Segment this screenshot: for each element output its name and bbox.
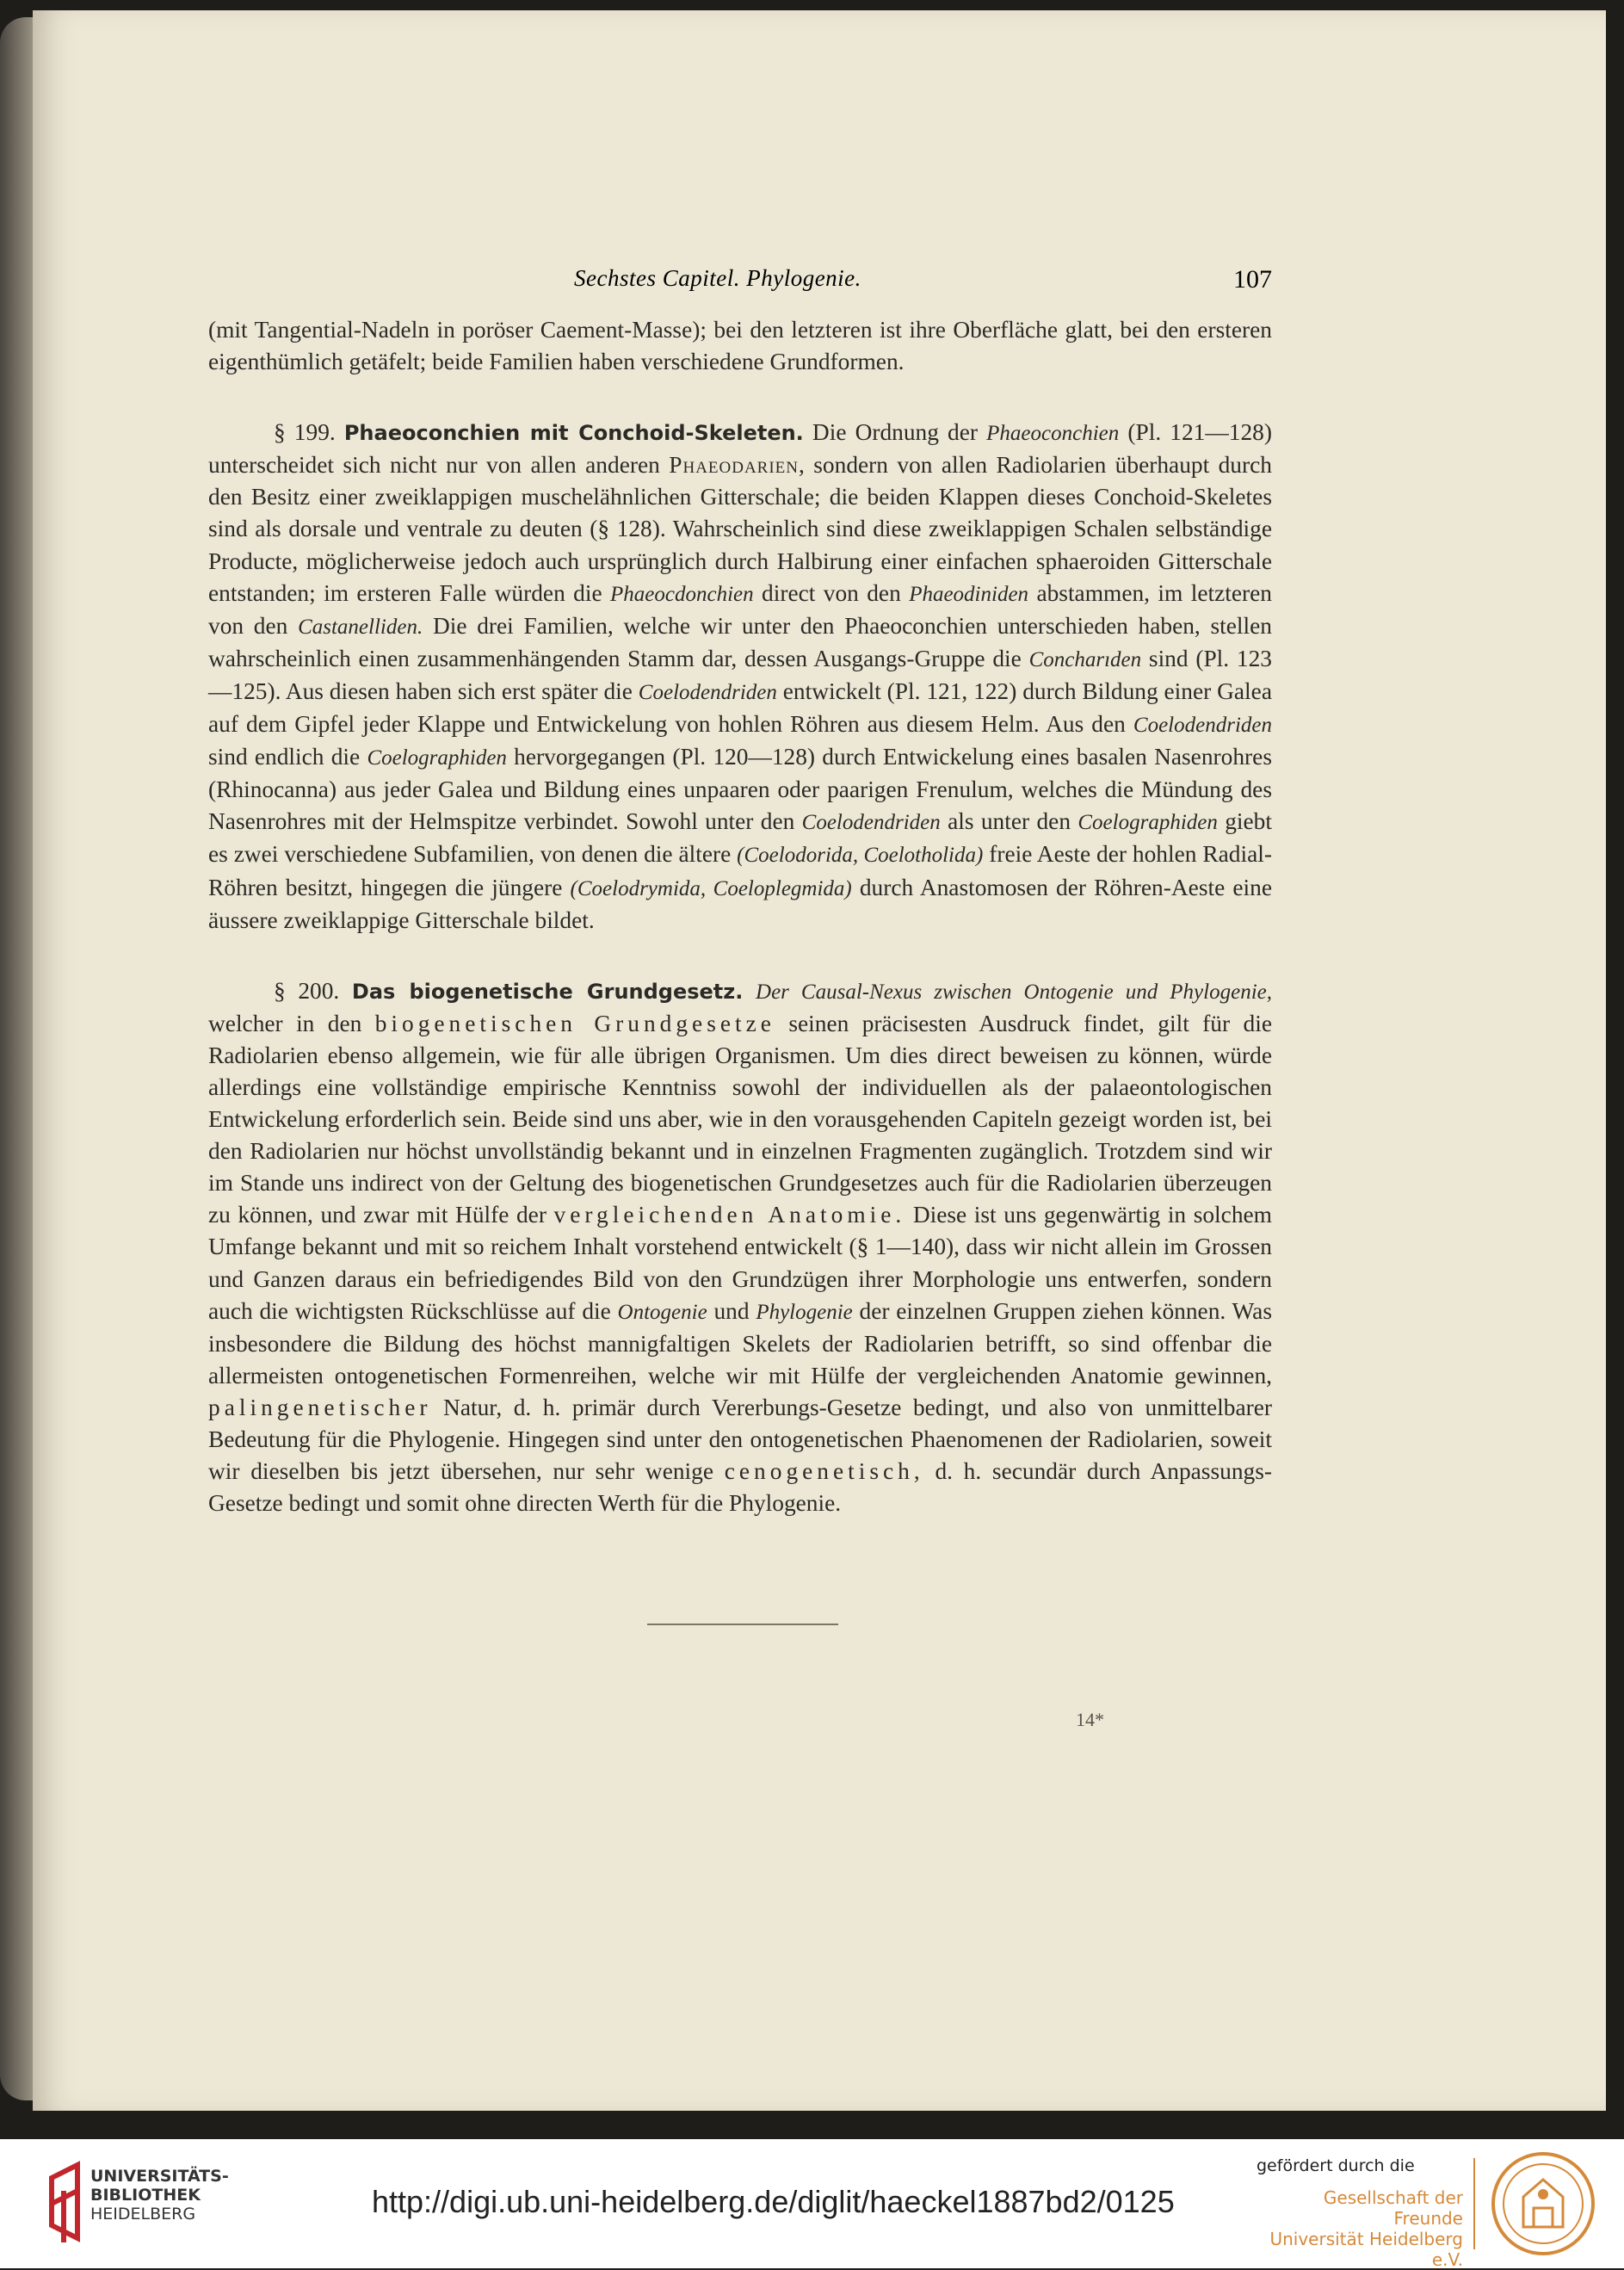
end-rule <box>647 1624 838 1625</box>
italic-term: Coelodendriden <box>801 811 941 835</box>
section-heading: Das biogenetische Grundgesetz. <box>351 979 744 1004</box>
italic-term: Der Causal-Nexus zwischen Ontogenie und Phylogenie, <box>756 980 1272 1004</box>
running-head <box>208 265 1272 300</box>
sponsor-divider <box>1473 2158 1475 2249</box>
section-number: § 200. <box>274 977 340 1004</box>
spaced-term: palingenetischer <box>208 1394 432 1420</box>
text-run: sind (Pl. 123—125). Aus diesen haben sich erst später die <box>208 645 1272 704</box>
footer-bar <box>0 2139 1624 2268</box>
paragraph-continuation <box>208 314 1272 378</box>
text-run: seinen präcisesten Ausdruck findet, gilt für die Radiolarien ebenso allgemein, wie für alle übrigen Organismen. Um dies direct beweisen zu können, würde allerdings eine vollständige empirische Kenntniss sowohl der individuellen als der palaeontologischen Entwickelung erforderlich sein. Beide sind uns aber, wie in den vorausgehenden Capiteln gezeigt worden ist, bei den Radiolarien nur höchst unvollständig bekannt und in einzelnen Fragmenten zugänglich. Trotzdem sind wir im Stande uns indirect von der Geltung des biogenetischen Grundgesetzes auch für die Radiolarien überzeugen zu können, und zwar mit Hülfe der <box>208 1010 1272 1228</box>
text-run: der einzelnen Gruppen ziehen können. Was insbesondere die Bildung des höchst mannigfaltigen Skelets der Radiolarien betrifft, so sind offenbar die allermeisten ontogenetischen Formenreihen, welche wir mit Hülfe der vergleichenden Anatomie gewinnen, <box>208 1297 1272 1389</box>
text-run: als unter den <box>948 808 1071 835</box>
signature-mark: 14* <box>1076 1709 1104 1730</box>
text-run: direct von den <box>762 579 901 606</box>
italic-term: Coelographiden <box>1078 811 1218 835</box>
section-heading: Phaeoconchien mit Conchoid-Skeleten. <box>343 421 804 446</box>
text-run: freie Aeste der hohlen Radial-Röhren besitzt, hingegen die jüngere <box>208 841 1272 900</box>
sponsor-line: Gesellschaft der Freunde <box>1323 2187 1463 2229</box>
italic-term: Phaeocdonchien <box>610 582 754 606</box>
italic-term: Phylogenie <box>756 1300 853 1324</box>
italic-term: Coelodendriden <box>638 680 777 704</box>
section-199 <box>208 417 1272 937</box>
italic-term: Phaeodiniden <box>909 582 1029 606</box>
sponsor-line: gefördert durch die <box>1257 2156 1415 2175</box>
text-run: entwickelt (Pl. 121, 122) durch Bildung einer Galea auf dem Gipfel jeder Klappe und Entwickelung von hohlen Röhren aus diesem Helm. Aus den <box>208 677 1272 738</box>
page-number: 107 <box>1233 265 1272 294</box>
library-name-line: UNIVERSITÄTS- <box>90 2167 229 2186</box>
italic-term: Concharıden <box>1028 647 1142 671</box>
text-run: (Pl. 121—128) unterscheidet sich nicht nur von allen anderen <box>208 419 1272 479</box>
spaced-term: vergleichenden Anatomie. <box>553 1202 906 1228</box>
permalink-url[interactable]: http://digi.ub.uni-heidelberg.de/diglit/haeckel1887bd2/0125 <box>372 2184 1175 2219</box>
italic-term: Castanelliden. <box>298 615 423 639</box>
small-caps-term: Phaeodarien <box>669 452 800 479</box>
italic-term: (Coelodorida, Coelotholida) <box>737 844 984 868</box>
text-run: sind endlich die <box>208 744 361 770</box>
body-text <box>208 314 1272 1519</box>
text-run: Die Ordnung der <box>812 419 979 446</box>
text-run: und <box>713 1297 750 1324</box>
text-run: d. h. secundär durch Anpassungs-Gesetze bedingt und somit ohne directen Werth für die Phylogenie. <box>208 1458 1272 1517</box>
italic-term: Coelographiden <box>367 746 507 770</box>
running-head-title: Sechstes Capitel. Phylogenie. <box>574 265 861 291</box>
italic-term: Phaeoconchien <box>986 422 1120 446</box>
sponsor-line: Universität Heidelberg e.V. <box>1269 2229 1463 2270</box>
text-run: (mit Tangential-Nadeln in poröser Caement-Masse); bei den letzteren ist ihre Oberfläche glatt, bei den ersteren eigenthümlich getäfelt; beide Familien haben verschiedene Grundformen. <box>208 317 1272 375</box>
section-number: § 199. <box>274 419 336 446</box>
text-run: , sondern von allen Radiolarien überhaupt durch den Besitz einer zweiklappigen muschelähnlichen Gitterschale; die beiden Klappen dieses Conchoid-Skeletes sind als dorsale und ventrale zu deuten (§ 128). Wahrscheinlich sind diese zweiklappigen Schalen selbständige Producte, möglicherweise jedoch auch ursprünglich durch Halbirung einer einfachen sphaeroiden Gitterschale entstanden; im ersteren Falle würden die <box>208 452 1272 606</box>
text-run: hervorgegangen (Pl. 120—128) durch Entwickelung eines basalen Nasenrohres (Rhinocanna) aus jeder Galea und Bildung eines unpaaren oder paarigen Frenulum, welches die Mündung des Nasenrohres mit der Helmspitze verbindet. Sowohl unter den <box>208 744 1272 835</box>
italic-term: Ontogenie <box>617 1300 707 1324</box>
sponsor-text <box>1257 2156 1463 2270</box>
university-seal-icon <box>1489 2149 1597 2258</box>
text-run: Natur, d. h. primär durch Vererbungs-Gesetze bedingt, und also von unmittelbarer Bedeutung für die Phylogenie. Hingegen sind unter den ontogenetischen Phaenomenen der Radiolarien, soweit wir dieselben bis jetzt übersehen, nur sehr wenige <box>208 1394 1272 1485</box>
library-name <box>90 2167 229 2224</box>
text-run: Die drei Familien, welche wir unter den Phaeoconchien unterschieden haben, stellen wahrscheinlich einen zusammenhängenden Stamm dar, dessen Ausgangs-Gruppe die <box>208 612 1272 671</box>
text-run: durch Anastomosen der Röhren-Aeste eine äussere zweiklappige Gitterschale bildet. <box>208 874 1272 933</box>
section-200 <box>208 975 1272 1520</box>
text-run: welcher in den <box>208 1010 362 1036</box>
text-run: Diese ist uns gegenwärtig in solchem Umfange bekannt und mit so reichem Inhalt vorstehend entwickelt (§ 1—140), dass wir nicht allein im Grossen und Ganzen daraus ein befriedigendes Bild von den Grundzügen ihrer Morphologie uns entwerfen, sondern auch die wichtigsten Rückschlüsse auf die <box>208 1202 1272 1324</box>
italic-term: (Coelodrymida, Coeloplegmida) <box>570 876 852 900</box>
text-run: giebt es zwei verschiedene Subfamilien, von denen die ältere <box>208 808 1272 868</box>
italic-term: Coelodendriden <box>1133 714 1272 738</box>
spaced-term: cenogenetisch, <box>724 1458 924 1485</box>
library-name-line: BIBLIOTHEK <box>90 2186 201 2205</box>
library-name-line: HEIDELBERG <box>90 2205 196 2224</box>
spaced-term: biogenetischen Grundgesetze <box>374 1010 775 1036</box>
text-run: abstammen, im letzteren von den <box>208 579 1272 639</box>
